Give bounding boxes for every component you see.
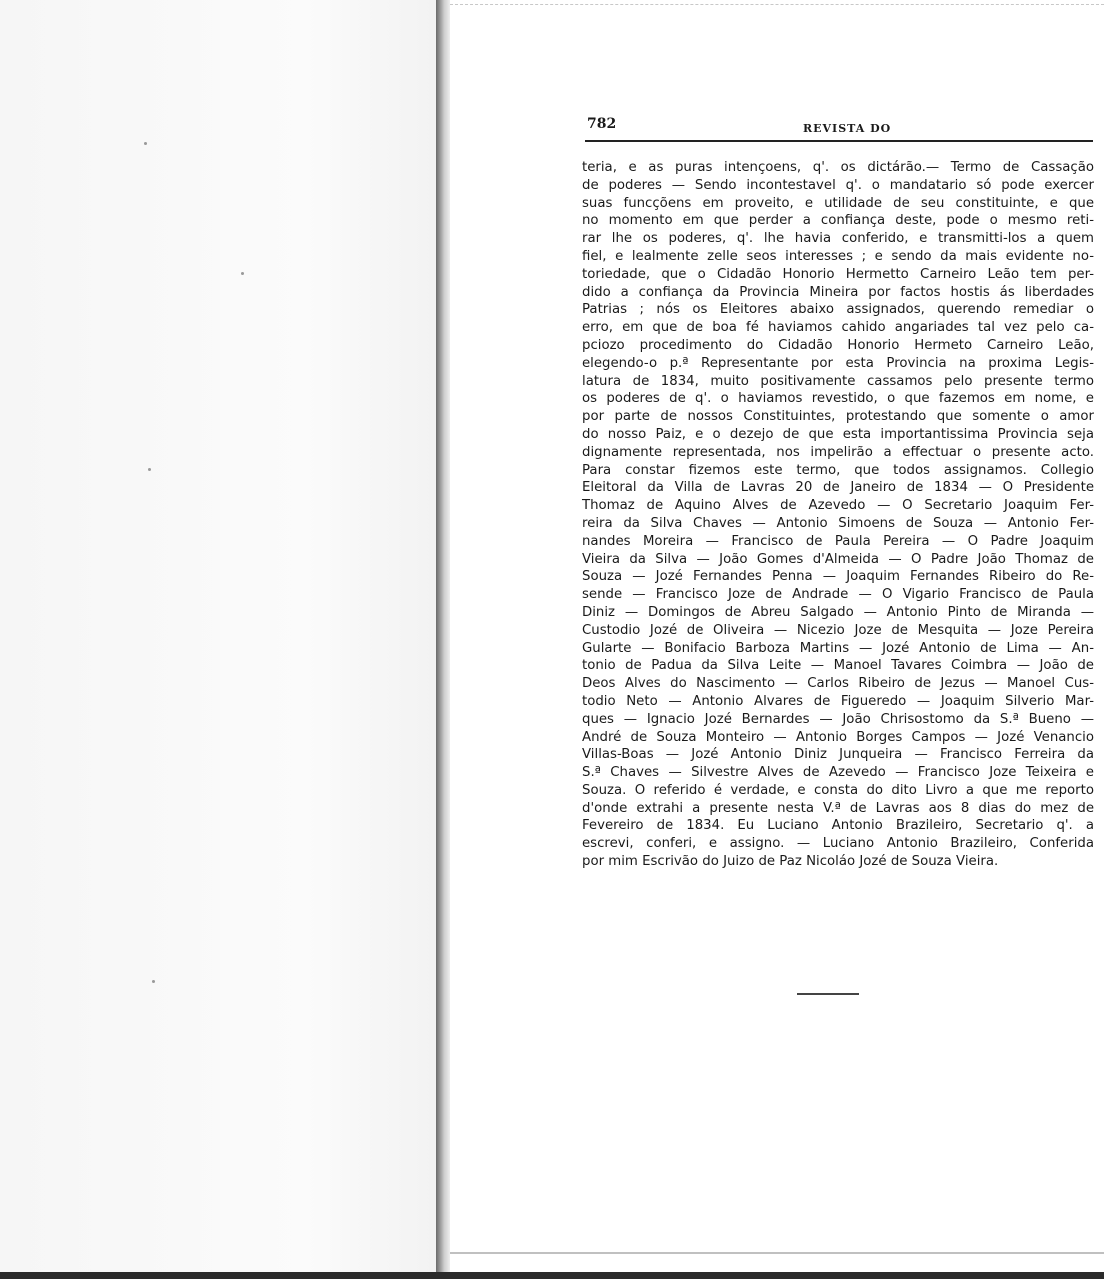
- text-line: por parte de nossos Constituintes, protestando que somente o amor: [582, 409, 1094, 425]
- text-line: os poderes de q'. o haviamos revestido, o que fazemos em nome, e: [582, 391, 1094, 407]
- text-line: escrevi, conferi, e assigno. — Luciano Antonio Brazileiro, Conferida: [582, 836, 1094, 852]
- text-line: dignamente representada, nos impelirão a effectuar o presente acto.: [582, 444, 1094, 460]
- text-line: pciozo procedimento do Cidadão Honorio Hermeto Carneiro Leão,: [582, 337, 1094, 353]
- scan-bottom-border: [0, 1272, 1104, 1279]
- text-line: Eleitoral da Villa de Lavras 20 de Janeiro de 1834 — O Presidente: [582, 480, 1094, 496]
- text-line: teria, e as puras intençoens, q'. os dictárão.— Termo de Cassação: [582, 160, 1094, 175]
- text-line: por mim Escrivão do Juizo de Paz Nicoláo Jozé de Souza Vieira.: [582, 854, 999, 870]
- page-speck: [148, 468, 151, 471]
- left-blank-page: [0, 0, 438, 1279]
- text-line: rar lhe os poderes, q'. lhe havia conferido, e transmitti-los a quem: [582, 231, 1094, 247]
- text-line: André de Souza Monteiro — Antonio Borges Campos — Jozé Venancio: [582, 729, 1094, 745]
- page-speck: [241, 272, 244, 275]
- text-line: Fevereiro de 1834. Eu Luciano Antonio Brazileiro, Secretario q'. a: [582, 818, 1094, 834]
- text-line: Villas-Boas — Jozé Antonio Diniz Junqueira — Francisco Ferreira da: [582, 747, 1094, 763]
- text-line: sende — Francisco Joze de Andrade — O Vigario Francisco de Paula: [582, 587, 1094, 603]
- page-number: 782: [587, 116, 617, 132]
- book-spine-shadow: [436, 0, 450, 1279]
- text-line: latura de 1834, muito positivamente cassamos pelo presente termo: [582, 373, 1094, 389]
- text-line: Gularte — Bonifacio Barboza Martins — Jozé Antonio de Lima — An-: [582, 640, 1094, 656]
- page-top-edge: [450, 4, 1104, 6]
- page-speck: [152, 980, 155, 983]
- page-bottom-edge: [450, 1252, 1104, 1254]
- text-line: Patrias ; nós os Eleitores abaixo assignados, querendo remediar o: [582, 302, 1094, 318]
- running-head: REVISTA DO: [803, 122, 892, 135]
- text-line: elegendo-o p.ª Representante por esta Provincia na proxima Legis-: [582, 355, 1094, 371]
- text-line: nandes Moreira — Francisco de Paula Pereira — O Padre Joaquim: [582, 533, 1094, 549]
- text-line: dido a confiança da Provincia Mineira por factos hostis ás liberdades: [582, 284, 1094, 300]
- text-line: Para constar fizemos este termo, que todos assignamos. Collegio: [582, 462, 1094, 478]
- text-line: Souza. O referido é verdade, e consta do dito Livro a que me reporto: [582, 782, 1094, 798]
- body-text: [582, 159, 1094, 871]
- text-line: toriedade, que o Cidadão Honorio Hermetto Carneiro Leão tem per-: [582, 266, 1094, 282]
- text-line: Thomaz de Aquino Alves de Azevedo — O Secretario Joaquim Fer-: [582, 498, 1094, 514]
- text-line: reira da Silva Chaves — Antonio Simoens de Souza — Antonio Fer-: [582, 515, 1094, 531]
- text-line: Deos Alves do Nascimento — Carlos Ribeiro de Jezus — Manoel Cus-: [582, 676, 1094, 692]
- text-line: S.ª Chaves — Silvestre Alves de Azevedo — Francisco Joze Teixeira e: [582, 765, 1094, 781]
- text-line: do nosso Paiz, e o dezejo de que esta importantissima Provincia seja: [582, 426, 1094, 442]
- text-line: no momento em que perder a confiança deste, pode o mesmo reti-: [582, 213, 1094, 229]
- text-line: de poderes — Sendo incontestavel q'. o mandatario só pode exercer: [582, 177, 1094, 193]
- text-line: ques — Ignacio Jozé Bernardes — João Chrisostomo da S.ª Bueno —: [582, 711, 1094, 727]
- end-rule: [797, 993, 859, 995]
- text-line: tonio de Padua da Silva Leite — Manoel Tavares Coimbra — João de: [582, 658, 1094, 674]
- text-line: Diniz — Domingos de Abreu Salgado — Antonio Pinto de Miranda —: [582, 604, 1094, 620]
- text-line: fiel, e lealmente zelle seos interesses ; e sendo da mais evidente no-: [582, 248, 1094, 264]
- page-speck: [144, 142, 147, 145]
- text-line: Souza — Jozé Fernandes Penna — Joaquim Fernandes Ribeiro do Re-: [582, 569, 1094, 585]
- page-header: [585, 114, 1093, 142]
- text-line: suas funcçõens em proveito, e utilidade de seu constituinte, e que: [582, 195, 1094, 211]
- text-line: Vieira da Silva — João Gomes d'Almeida — O Padre João Thomaz de: [582, 551, 1094, 567]
- text-line: erro, em que de boa fé haviamos cahido angariades tal vez pelo ca-: [582, 320, 1094, 336]
- text-line: Custodio Jozé de Oliveira — Nicezio Joze de Mesquita — Joze Pereira: [582, 622, 1094, 638]
- text-line: d'onde extrahi a presente nesta V.ª de Lavras aos 8 dias do mez de: [582, 800, 1094, 816]
- text-line: todio Neto — Antonio Alvares de Figueredo — Joaquim Silverio Mar-: [582, 693, 1094, 709]
